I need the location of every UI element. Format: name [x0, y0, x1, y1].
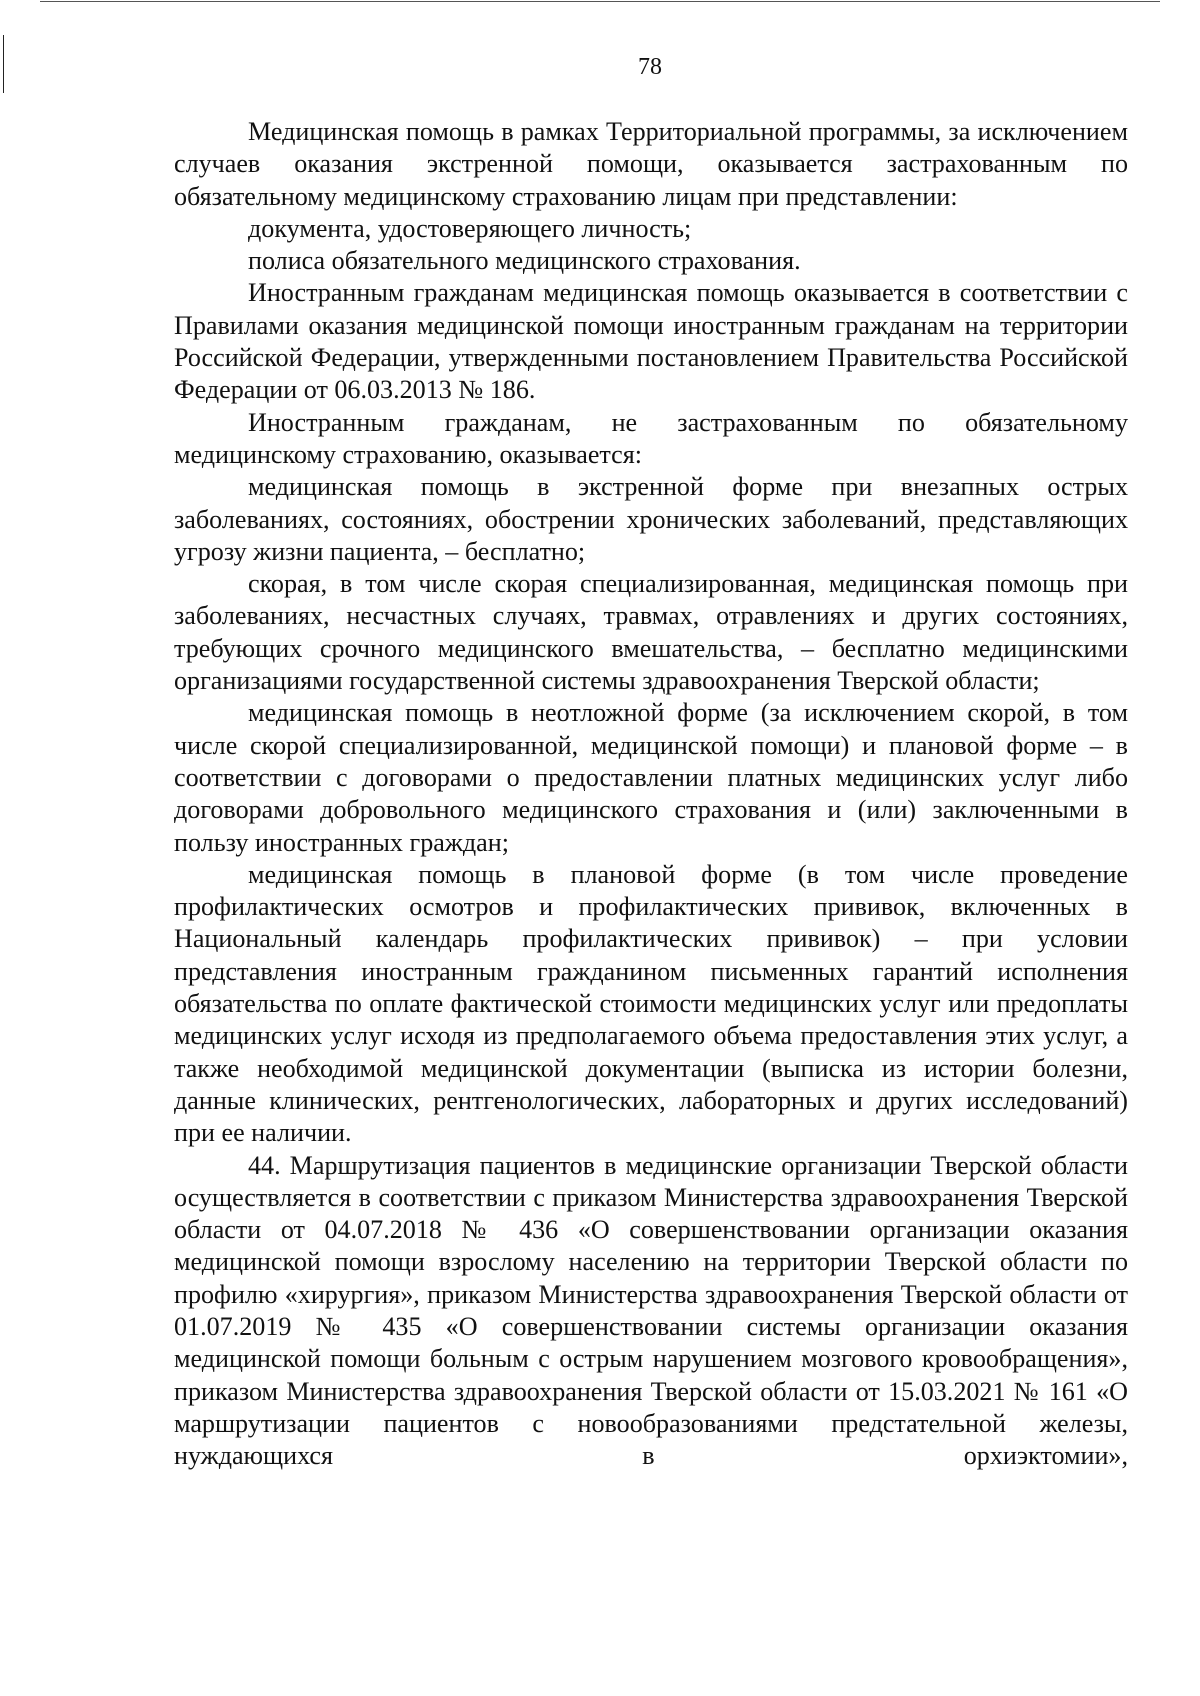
document-body [174, 116, 1128, 1472]
paragraph-medical-care-conditions: Медицинская помощь в рамках Территориальной программы, за исключением случаев оказания экстренной помощи, оказывается застрахованным по обязательному медицинскому страхованию лицам при представлении: [174, 117, 1128, 211]
page-number: 78 [638, 54, 662, 80]
paragraph-uninsured-foreign-citizens: Иностранным гражданам, не застрахованным по обязательному медицинскому страхованию, оказывается: [174, 407, 1128, 469]
paragraph-ambulance-care: скорая, в том числе скорая специализированная, медицинская помощь при заболеваниях, несчастных случаях, травмах, отравлениях и других состояниях, требующих срочного медицинского вмешательства, – бесплатно медицинскими организациями государственной системы здравоохранения Тверской области; [174, 569, 1128, 696]
paragraph-44-patient-routing: 44. Маршрутизация пациентов в медицинские организации Тверской области осуществляется в соответствии с приказом Министерства здравоохранения Тверской области от 04.07.2018 № 436 «О совершенствовании организации оказания медицинской помощи взрослому населению на территории Тверской области по профилю «хирургия», приказом Министерства здравоохранения Тверской области от 01.07.2019 № 435 «О совершенствовании системы организации оказания медицинской помощи больным с острым нарушением мозгового кровообращения», приказом Министерства здравоохранения Тверской области от 15.03.2021 № 161 «О маршрутизации пациентов с новообразованиями предстательной железы, нуждающихся в орхиэктомии», [174, 1150, 1128, 1471]
scan-edge-line [40, 1, 1160, 2]
paragraph-urgent-and-planned-care: медицинская помощь в неотложной форме (за исключением скорой, в том числе скорой специализированной, медицинской помощи) и плановой форме – в соответствии с договорами о предоставлении платных медицинских услуг либо договорами добровольного медицинского страхования и (или) заключенными в пользу иностранных граждан; [174, 698, 1128, 857]
paragraph-planned-care-conditions: медицинская помощь в плановой форме (в том числе проведение профилактических осмотров и профилактических прививок, включенных в Национальный календарь профилактических прививок) – при условии представления иностранным гражданином письменных гарантий исполнения обязательства по оплате фактической стоимости медицинских услуг или предоплаты медицинских услуг исходя из предполагаемого объема предоставления этих услуг, а также необходимой медицинской документации (выписка из истории болезни, данные клинических, рентгенологических, лабораторных и других исследований) при ее наличии. [174, 859, 1128, 1148]
paragraph-insurance-policy: полиса обязательного медицинского страхования. [248, 246, 801, 276]
paragraph-identity-document: документа, удостоверяющего личность; [248, 213, 692, 243]
paragraph-emergency-care: медицинская помощь в экстренной форме при внезапных острых заболеваниях, состояниях, обострении хронических заболеваний, представляющих угрозу жизни пациента, – бесплатно; [174, 472, 1128, 566]
paragraph-foreign-citizens-rules: Иностранным гражданам медицинская помощь оказывается в соответствии с Правилами оказания медицинской помощи иностранным гражданам на территории Российской Федерации, утвержденными постановлением Правительства Российской Федерации от 06.03.2013 № 186. [174, 278, 1128, 405]
